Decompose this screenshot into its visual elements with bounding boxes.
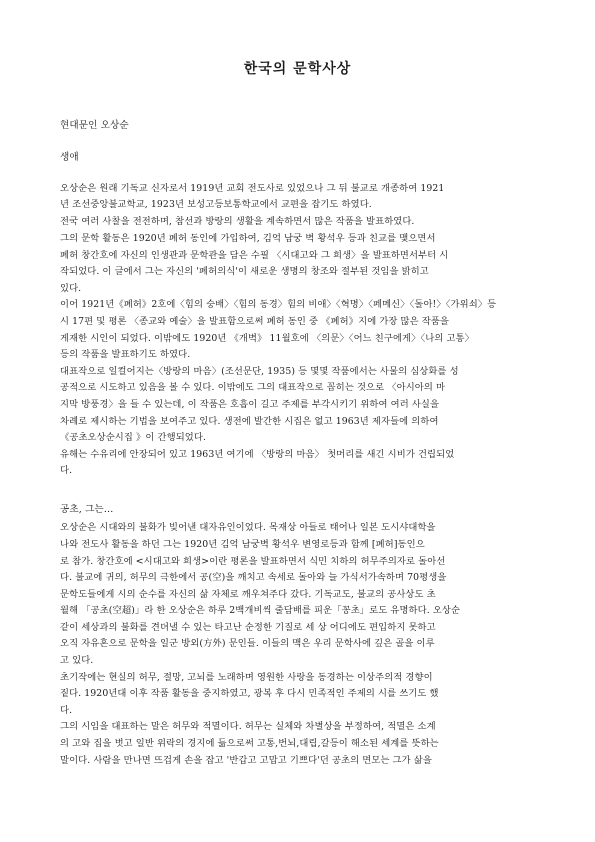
body-line: 시 17편 및 평론 〈종교와 예술〉을 발표함으로써 폐허 동인 중 《폐허》지에 가장 많은 작품을 bbox=[60, 316, 450, 327]
body-line: 오직 자유혼으로 문학을 일군 방외(方外) 문인들. 이들의 맥은 우리 문학사에 깊은 골을 이루 bbox=[60, 638, 435, 649]
body-line: 같이 세상과의 불화를 견뎌낼 수 있는 타고난 순정한 기질로 세 상 어디에도 편입하지 못하고 bbox=[60, 622, 436, 633]
body-line: 월해 「공초(空超)」라 한 오상순은 하루 2백개비씩 줄담배를 피운「꽁초」로도 유명하다. 오상순 bbox=[60, 605, 461, 616]
body-line: 말이다. 사람을 만나면 뜨겁게 손을 잡고 '반갑고 고맙고 기쁘다'던 공초의 면모는 그가 삶을 bbox=[60, 755, 432, 766]
body-line: 년 조선중앙불교학교, 1923년 보성고등보통학교에서 교편을 잡기도 하였다. bbox=[60, 199, 372, 210]
body-line: 있다. bbox=[60, 283, 82, 294]
body-line: 대표작으로 일컬어지는〈방랑의 마음〉(조선문단, 1935) 등 몇몇 작품에서는 사물의 심상화를 성 bbox=[60, 366, 459, 377]
section-heading-life: 생애 bbox=[60, 152, 79, 163]
body-line: 작되었다. 이 글에서 그는 자신의 '폐허의식'이 새로운 생명의 창조와 절부된 것임을 밝히고 bbox=[60, 266, 429, 277]
body-line: 차례로 제시하는 기법을 보여주고 있다. 생전에 발간한 시집은 없고 1963년 제자들에 의하여 bbox=[60, 416, 439, 427]
body-line: 그의 문학 활동은 1920년 폐허 동인에 가입하여, 김억 남궁 벽 황석우 등과 친교를 맺으면서 bbox=[60, 233, 436, 244]
body-line: 폐허 창간호에 자신의 인생관과 문학관을 담은 수필 〈시대고와 그 희생〉을 발표하면서부터 시 bbox=[60, 250, 449, 261]
body-line: 짙다. 1920년대 이후 작품 활동을 중지하였고, 광복 후 다시 민족적인 주제의 시를 쓰기도 했 bbox=[60, 688, 439, 699]
body-line: 이어 1921년《폐허》2호에〈힘의 숭배〉〈힘의 동경〉힘의 비애〉〈혁명〉〈페메신〉〈돌아!〉〈가위쇠〉등 bbox=[60, 299, 497, 310]
body-line: 전국 여러 사찰을 전전하며, 참선과 방랑의 생활을 계속하면서 많은 작품을 발표하였다. bbox=[60, 216, 415, 227]
body-line: 등의 작품을 발표하기도 하였다. bbox=[60, 349, 191, 360]
body-line: 오상순은 원래 기독교 신자로서 1919년 교회 전도사로 있었으나 그 뒤 불교로 개종하여 1921 bbox=[60, 183, 445, 194]
body-line: 다. bbox=[60, 465, 73, 476]
section-heading-gongcho: 공초, 그는… bbox=[60, 504, 114, 515]
body-line: 오상순은 시대와의 불화가 빚어낸 대자유인이었다. 목재상 아들로 태어나 일본 도시샤대학을 bbox=[60, 522, 436, 533]
body-line: 초기작에는 현실의 허무, 절망, 고뇌를 노래하며 영원한 사랑을 동경하는 이상주의적 경향이 bbox=[60, 672, 433, 683]
body-line: 고 있다. bbox=[60, 655, 94, 666]
body-line: 《공초오상순시집 》이 간행되었다. bbox=[60, 432, 207, 443]
body-line: 로 참가. 창간호에 <시대고와 희생>이란 평론을 발표하면서 식민 치하의 허무주의자로 돌아선 bbox=[60, 556, 446, 567]
body-line: 그의 시임을 대표하는 말은 허무와 적멸이다. 허무는 실체와 차별상을 부정하여, 적멸은 소계 bbox=[60, 721, 436, 732]
body-line: 문학도들에게 시의 순수를 자신의 삶 자체로 깨우쳐주다 갔다. 기독교도, 불교의 공사상도 초 bbox=[60, 589, 436, 600]
body-line: 다. 불교에 귀의, 허무의 극한에서 공(空)을 깨치고 속세로 돌아와 늘 가식서가속하며 70평생을 bbox=[60, 572, 447, 583]
body-line: 다. bbox=[60, 705, 73, 716]
body-line: 유해는 수유리에 안장되어 있고 1963년 여기에 〈방랑의 마음〉 첫머리를 새긴 시비가 건립되었 bbox=[60, 449, 455, 460]
body-line: 의 고와 집을 벗고 일반 위락의 경지에 듦으로써 고통,번뇌,대립,갈등이 해소된 세계를 뜻하는 bbox=[60, 738, 439, 749]
body-line: 공적으로 시도하고 있음을 볼 수 있다. 이밖에도 그의 대표작으로 꼽히는 것으로 〈아시아의 마 bbox=[60, 382, 446, 393]
author-heading: 현대문인 오상순 bbox=[60, 120, 129, 131]
document-title: 한국의 문학사상 bbox=[243, 61, 352, 77]
body-line: 지막 방풍경〉을 들 수 있는데, 이 작품은 호흡이 길고 주제를 부각시키기 위하여 여러 사실을 bbox=[60, 399, 440, 410]
body-line: 나와 전도사 활동을 하던 그는 1920년 김억 남궁벽 황석우 변영로등과 함께 [폐허]동인으 bbox=[60, 539, 425, 550]
body-line: 게재한 시인이 되었다. 이밖에도 1920년 《개벽》 11월호에 〈의문〉〈어느 친구에게〉〈나의 고통〉 bbox=[60, 333, 475, 344]
